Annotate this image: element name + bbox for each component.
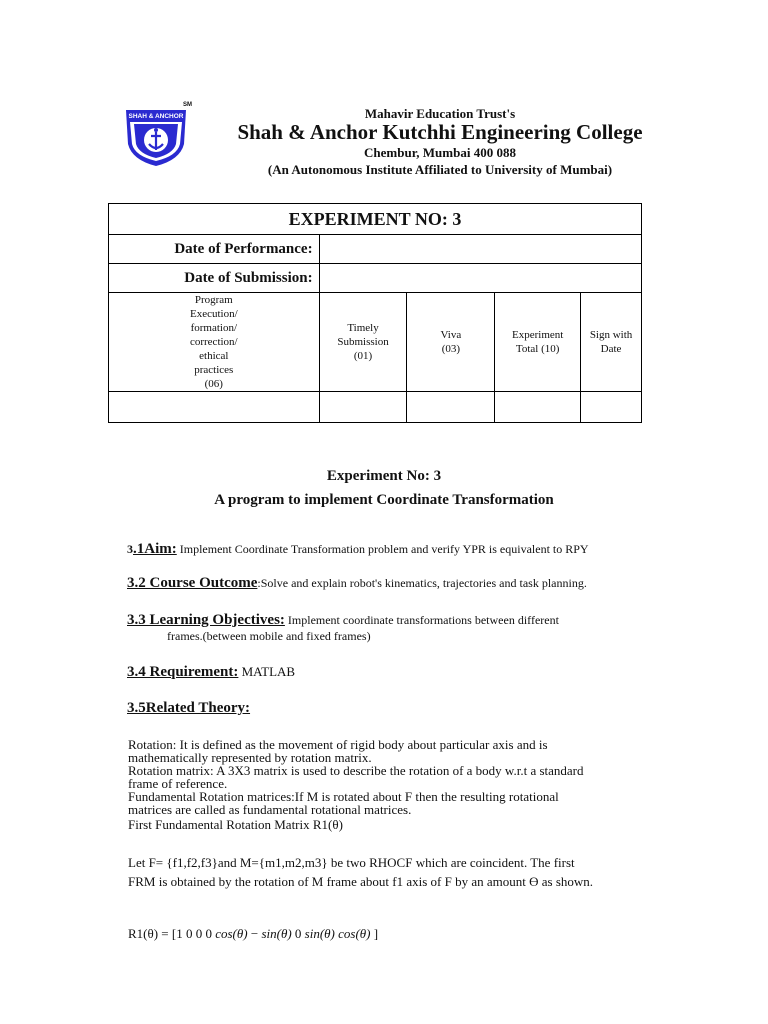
col-sign-with-date: Sign with Date bbox=[581, 293, 642, 392]
college-address: Chembur, Mumbai 400 088 bbox=[364, 145, 516, 160]
related-theory-heading: 3.5Related Theory: bbox=[127, 700, 251, 716]
trust-name: Mahavir Education Trust's bbox=[364, 106, 516, 121]
frames-description: Let F= {f1,f2,f3}and M={m1,m2,m3} be two RHOCF which are coincident. The first FRM is obtained by the rotation of M frame about f1 axis of F by an amount ϴ as shown. bbox=[128, 855, 594, 889]
date-of-submission-field[interactable] bbox=[319, 264, 641, 293]
score-cell-program[interactable] bbox=[109, 392, 320, 423]
experiment-title: A program to implement Coordinate Transformation bbox=[214, 492, 554, 508]
aim-section: 3.1Aim: Implement Coordinate Transformation problem and verify YPR is equivalent to RPY bbox=[127, 541, 589, 557]
course-outcome-section: 3.2 Course Outcome:Solve and explain robot's kinematics, trajectories and task planning. bbox=[127, 575, 587, 591]
sm-mark: SM bbox=[183, 102, 192, 108]
score-cell-viva[interactable] bbox=[407, 392, 495, 423]
experiment-table bbox=[108, 203, 642, 423]
col-viva: Viva (03) bbox=[407, 293, 495, 392]
logo-text: SHAH & ANCHOR bbox=[128, 113, 184, 120]
col-program-execution: Program Execution/ formation/ correction/ ethical practices (06) bbox=[109, 293, 320, 392]
date-of-submission-label: Date of Submission: bbox=[109, 264, 320, 293]
col-timely-submission: Timely Submission (01) bbox=[319, 293, 407, 392]
score-cell-sign[interactable] bbox=[581, 392, 642, 423]
score-cell-total[interactable] bbox=[495, 392, 581, 423]
learning-objectives-section: 3.3 Learning Objectives: Implement coordinate transformations between different frames.(between mobile and fixed frames) bbox=[127, 612, 559, 643]
date-of-performance-field[interactable] bbox=[319, 235, 641, 264]
theory-text: Rotation: It is defined as the movement of rigid body about particular axis and is mathematically represented by rotation matrix. Rotation matrix: A 3X3 matrix is used to describe the rotation of a body w.r.t a standard frame of reference. Fundamental Rotation matrices:If M is rotated about F then the resulting rotational matrices are called as fundamental rotational matrices. First Fundamental Rotation Matrix R1(θ) bbox=[128, 737, 584, 832]
date-of-performance-label: Date of Performance: bbox=[109, 235, 320, 264]
college-affiliation: (An Autonomous Institute Affiliated to University of Mumbai) bbox=[267, 162, 613, 177]
experiment-heading: EXPERIMENT NO: 3 bbox=[109, 204, 642, 235]
score-cell-timely[interactable] bbox=[319, 392, 407, 423]
college-name: Shah & Anchor Kutchhi Engineering College bbox=[237, 120, 643, 144]
requirement-section: 3.4 Requirement: MATLAB bbox=[127, 664, 296, 680]
col-experiment-total: Experiment Total (10) bbox=[495, 293, 581, 392]
rotation-matrix-equation: R1(θ) = [1 0 0 0 cos(θ) − sin(θ) 0 sin(θ) cos(θ) ] bbox=[128, 926, 379, 941]
experiment-number: Experiment No: 3 bbox=[326, 468, 442, 484]
college-logo bbox=[120, 104, 192, 168]
